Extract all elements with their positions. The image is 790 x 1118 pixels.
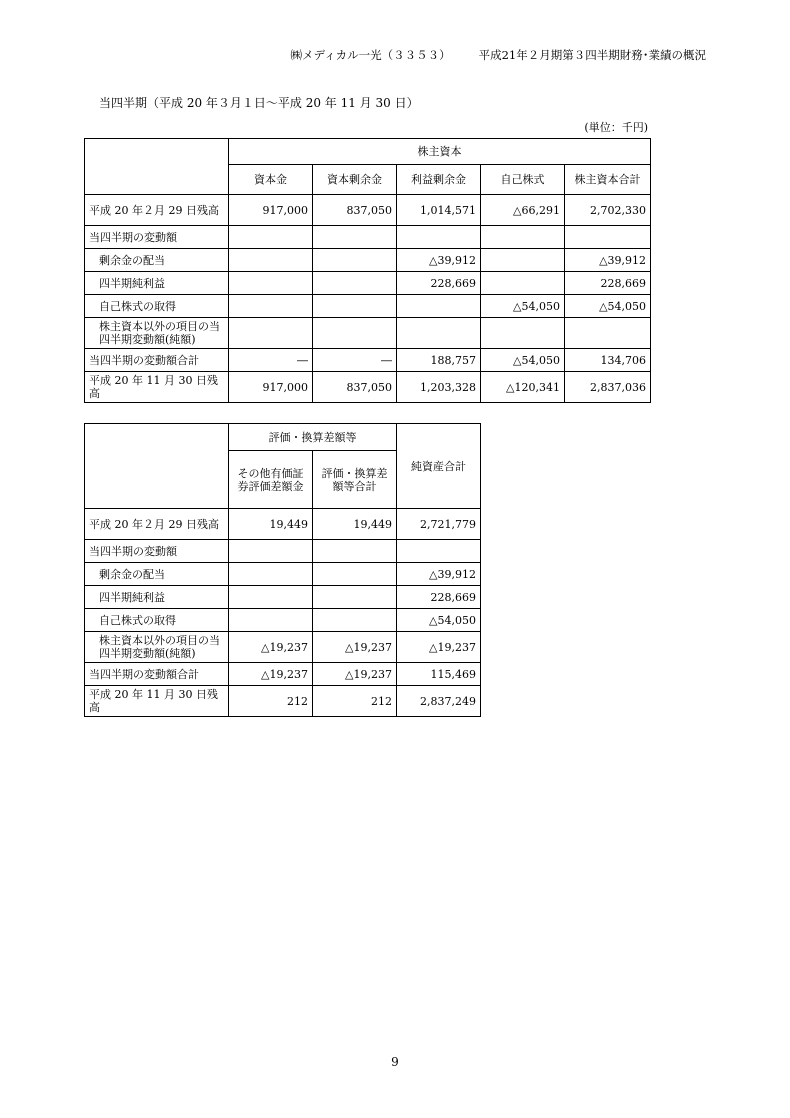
column-header: 利益剰余金 <box>397 165 481 195</box>
value-cell: △19,237 <box>397 632 481 663</box>
value-cell: △39,912 <box>397 563 481 586</box>
value-cell <box>229 249 313 272</box>
page-number: 9 <box>391 1055 399 1069</box>
table-row <box>85 249 651 272</box>
row-label: 四半期純利益 <box>85 586 229 609</box>
column-header: 資本金 <box>229 165 313 195</box>
table-row <box>85 563 481 586</box>
value-cell: ― <box>313 349 397 372</box>
column-header: その他有価証券評価差額金 <box>229 451 313 509</box>
column-header: 評価・換算差額等合計 <box>313 451 397 509</box>
row-label: 平成 20 年２月 29 日残高 <box>85 509 229 540</box>
value-cell <box>397 295 481 318</box>
row-label: 平成 20 年２月 29 日残高 <box>85 195 229 226</box>
row-label: 当四半期の変動額 <box>85 226 229 249</box>
unit-label: (単位：千円) <box>584 121 648 134</box>
value-cell <box>313 295 397 318</box>
table-row <box>85 195 651 226</box>
value-cell: △19,237 <box>313 632 397 663</box>
page-header <box>200 47 706 63</box>
value-cell: △39,912 <box>397 249 481 272</box>
value-cell: 917,000 <box>229 372 313 403</box>
row-label: 当四半期の変動額合計 <box>85 349 229 372</box>
value-cell <box>565 318 651 349</box>
value-cell <box>481 272 565 295</box>
total-column-header: 純資産合計 <box>397 424 481 509</box>
table-row <box>85 349 651 372</box>
header-corner <box>85 139 229 195</box>
period-caption: 当四半期（平成 20 年３月１日～平成 20 年 11 月 30 日） <box>99 96 419 110</box>
value-cell: 2,837,036 <box>565 372 651 403</box>
value-cell <box>397 226 481 249</box>
value-cell: △120,341 <box>481 372 565 403</box>
value-cell <box>397 540 481 563</box>
value-cell <box>229 586 313 609</box>
table-row <box>85 226 651 249</box>
value-cell: 134,706 <box>565 349 651 372</box>
report-title: 平成21年２月期第３四半期財務･業績の概況 <box>478 48 706 62</box>
value-cell: 837,050 <box>313 372 397 403</box>
value-cell: 2,837,249 <box>397 686 481 717</box>
value-cell <box>481 318 565 349</box>
value-cell: 212 <box>229 686 313 717</box>
value-cell: 115,469 <box>397 663 481 686</box>
table-row <box>85 609 481 632</box>
value-cell <box>313 586 397 609</box>
row-label: 株主資本以外の項目の当四半期変動額(純額) <box>85 632 229 663</box>
table-row <box>85 586 481 609</box>
value-cell: △19,237 <box>313 663 397 686</box>
value-cell: 837,050 <box>313 195 397 226</box>
value-cell: 19,449 <box>313 509 397 540</box>
row-label: 平成 20 年 11 月 30 日残高 <box>85 372 229 403</box>
value-cell: 188,757 <box>397 349 481 372</box>
value-cell: 228,669 <box>397 272 481 295</box>
value-cell: 228,669 <box>565 272 651 295</box>
table-row <box>85 272 651 295</box>
value-cell: 19,449 <box>229 509 313 540</box>
group-header: 株主資本 <box>229 139 651 165</box>
value-cell: 1,203,328 <box>397 372 481 403</box>
table-row <box>85 372 651 403</box>
table-row <box>85 318 651 349</box>
value-cell <box>229 295 313 318</box>
value-cell: ― <box>229 349 313 372</box>
value-cell <box>313 540 397 563</box>
column-header: 株主資本合計 <box>565 165 651 195</box>
group-header: 評価・換算差額等 <box>229 424 397 451</box>
row-label: 当四半期の変動額 <box>85 540 229 563</box>
value-cell: △54,050 <box>565 295 651 318</box>
row-label: 剰余金の配当 <box>85 563 229 586</box>
row-label: 四半期純利益 <box>85 272 229 295</box>
value-cell: 2,702,330 <box>565 195 651 226</box>
row-label: 剰余金の配当 <box>85 249 229 272</box>
row-label: 自己株式の取得 <box>85 295 229 318</box>
value-cell <box>565 226 651 249</box>
table-row <box>85 632 481 663</box>
value-cell: △54,050 <box>481 295 565 318</box>
company-name: ㈱メディカル一光（３３５３） <box>290 48 451 62</box>
shareholders-equity-table <box>84 138 651 403</box>
value-cell: 1,014,571 <box>397 195 481 226</box>
row-label: 株主資本以外の項目の当四半期変動額(純額) <box>85 318 229 349</box>
value-cell: 2,721,779 <box>397 509 481 540</box>
value-cell <box>313 609 397 632</box>
value-cell: △39,912 <box>565 249 651 272</box>
value-cell <box>229 540 313 563</box>
table-row <box>85 295 651 318</box>
value-cell <box>229 272 313 295</box>
row-label: 自己株式の取得 <box>85 609 229 632</box>
value-cell <box>229 318 313 349</box>
row-label: 当四半期の変動額合計 <box>85 663 229 686</box>
value-cell: 917,000 <box>229 195 313 226</box>
value-cell <box>229 609 313 632</box>
value-cell <box>313 318 397 349</box>
value-cell: △19,237 <box>229 632 313 663</box>
value-cell <box>229 563 313 586</box>
value-cell: 228,669 <box>397 586 481 609</box>
column-header: 資本剰余金 <box>313 165 397 195</box>
table-row <box>85 540 481 563</box>
value-cell: 212 <box>313 686 397 717</box>
value-cell: △19,237 <box>229 663 313 686</box>
value-cell <box>229 226 313 249</box>
table-row <box>85 509 481 540</box>
value-cell <box>313 272 397 295</box>
value-cell <box>397 318 481 349</box>
value-cell <box>313 249 397 272</box>
table-row <box>85 663 481 686</box>
value-cell: △54,050 <box>481 349 565 372</box>
value-cell: △66,291 <box>481 195 565 226</box>
row-label: 平成 20 年 11 月 30 日残高 <box>85 686 229 717</box>
value-cell <box>313 226 397 249</box>
header-corner <box>85 424 229 509</box>
value-cell: △54,050 <box>397 609 481 632</box>
value-cell <box>313 563 397 586</box>
valuation-adjustments-table <box>84 423 481 717</box>
table-row <box>85 686 481 717</box>
value-cell <box>481 249 565 272</box>
value-cell <box>481 226 565 249</box>
column-header: 自己株式 <box>481 165 565 195</box>
